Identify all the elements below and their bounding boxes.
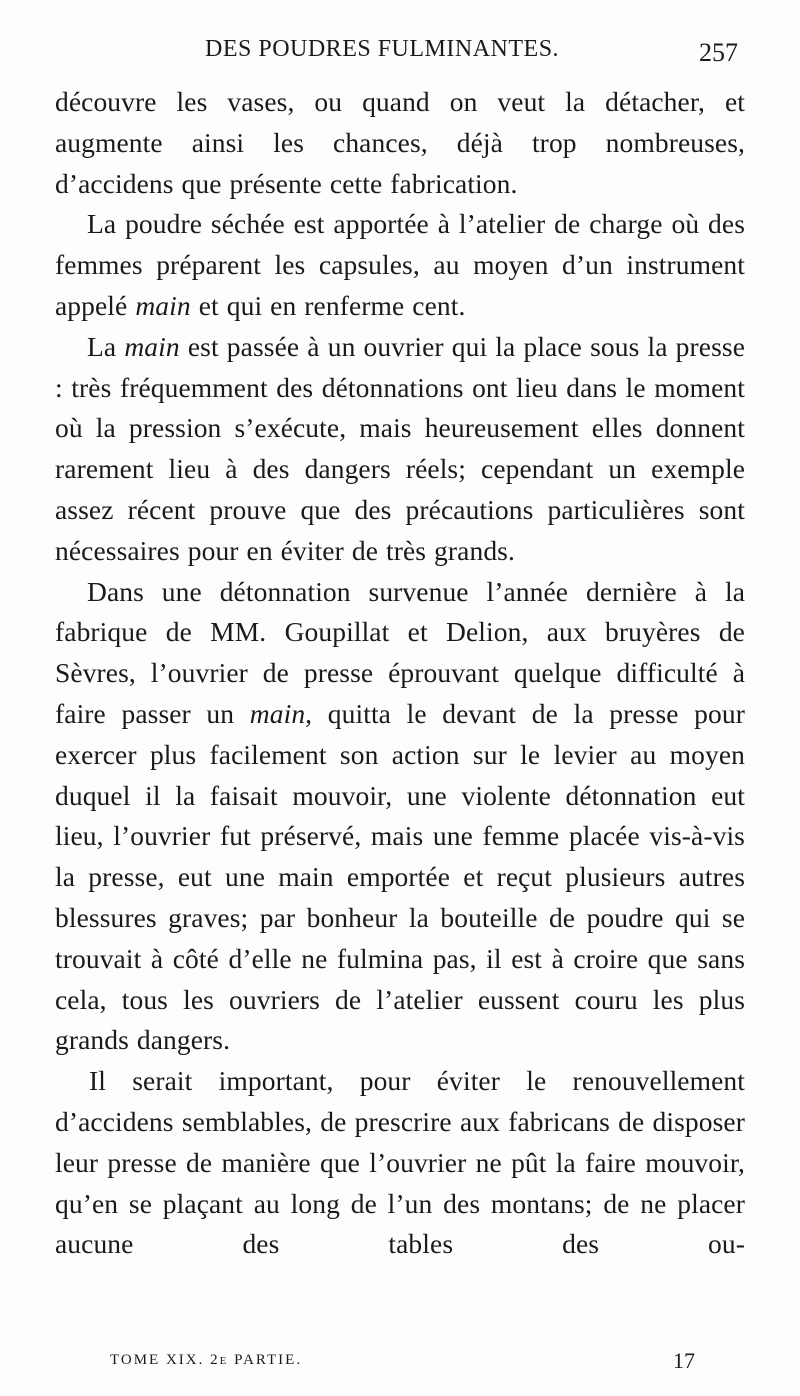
paragraph-3-text-end: est passée à un ouvrier qui la place sous la presse : très fréquemment des détonnations ont lieu dans le moment où la pression s’exécute, mais heureusement elles donnent rarement lieu à des dangers réels; cependant un exemple assez récent prouve que des précautions particulières sont nécessaires pour en éviter de très grands. (55, 330, 745, 566)
paragraph-5 (55, 1061, 745, 1265)
paragraph-1 (55, 82, 745, 204)
paragraph-3-text-start: La (87, 330, 125, 362)
paragraph-4-text-start: Dans une détonnation survenue l’année dernière à la fabrique de MM. Goupillat et Delion, aux bruyères de Sèvres, l’ouvrier de presse éprouvant quelque difficulté à faire passer un (55, 575, 745, 729)
paragraph-4 (55, 572, 745, 1062)
paragraph-2-text-start: La poudre séchée est apportée à l’atelier de charge où des femmes préparent les capsules, au moyen d’un instrument appelé (55, 208, 745, 321)
paragraph-2 (55, 204, 745, 326)
sheet-number: 17 (673, 1348, 695, 1373)
page-header (60, 30, 750, 74)
paragraph-4-text-end: quitta le devant de la presse pour exercer plus facilement son action sur le levier au moyen duquel il la faisait mouvoir, une violente détonnation eut lieu, l’ouvrier fut préservé, mais une femme placée vis-à-vis la presse, eut une main emportée et reçut plusieurs autres blessures graves; par bonheur la bouteille de poudre qui se trouvait à côté d’elle ne fulmina pas, il est à croire que sans cela, tous les ouvriers de l’atelier eussent couru les plus grands dangers. (55, 697, 745, 1056)
paragraph-1-text: découvre les vases, ou quand on veut la détacher, et augmente ainsi les chances, déjà trop nombreuses, d’accidens que présente cette fabrication. (55, 86, 745, 199)
body-text (55, 82, 745, 1265)
running-title: DES POUDRES FULMINANTES. (205, 36, 560, 62)
paragraph-4-emphasis: main, (249, 697, 313, 729)
paragraph-3 (55, 327, 745, 572)
page-footer (110, 1348, 695, 1382)
paragraph-5-text: Il serait important, pour éviter le renouvellement d’accidens semblables, de prescrire aux fabricans de disposer leur presse de manière que l’ouvrier ne pût la faire mouvoir, qu’en se plaçant au long de l’un des montans; de ne placer aucune des tables des ou- (55, 1065, 745, 1260)
page-number: 257 (699, 38, 738, 67)
paragraph-2-emphasis: main (135, 289, 191, 321)
paragraph-3-emphasis: main (124, 330, 180, 362)
signature-mark: TOME XIX. 2e PARTIE. (110, 1352, 303, 1368)
paragraph-2-text-end: et qui en renferme cent. (190, 289, 466, 321)
